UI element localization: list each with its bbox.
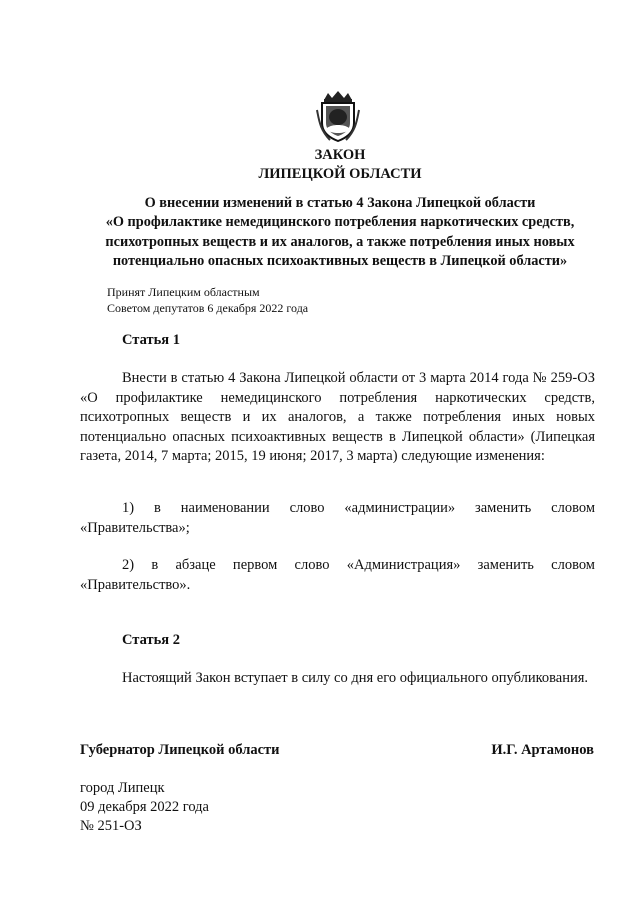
article1-intro: Внести в статью 4 Закона Липецкой области от 3 марта 2014 года № 259-ОЗ «О профилактике немедицинского потребления наркотических средств, психотропных веществ и их аналогов, а также потребления иных новых потенциально опасных психоактивных веществ в Липецкой области» (Липецкая газета, 2014, 7 марта; 2015, 19 июня; 2017, 3 марта) следующие изменения:	[80, 370, 595, 464]
signatory-position: Губернатор Липецкой области	[80, 742, 280, 758]
subject-line1: О внесении изменений в статью 4 Закона Липецкой области	[144, 195, 536, 211]
signatory-name: И.Г. Артамонов	[491, 742, 594, 758]
subject-line4: потенциально опасных психоактивных веществ в Липецкой области»	[112, 252, 568, 269]
adoption-line1: Принят Липецким областным	[107, 285, 260, 299]
footer-number: № 251-ОЗ	[80, 818, 142, 834]
article1-heading: Статья 1	[122, 332, 180, 348]
adoption-note	[107, 284, 308, 316]
article2-heading: Статья 2	[122, 632, 180, 648]
law-subject	[80, 194, 600, 271]
footer-date: 09 декабря 2022 года	[80, 799, 209, 815]
lipetsk-coat-of-arms-icon	[314, 90, 362, 142]
adoption-line2: Советом депутатов 6 декабря 2022 года	[107, 301, 309, 315]
subject-line2: «О профилактике немедицинского потребления наркотических средств,	[105, 214, 575, 231]
article1-item2: 2) в абзаце первом слово «Администрация» заменить словом «Правительство».	[80, 557, 595, 593]
law-title-line1: ЗАКОН	[314, 147, 366, 163]
law-title-line2: ЛИПЕЦКОЙ ОБЛАСТИ	[258, 166, 422, 182]
footer-city: город Липецк	[80, 780, 165, 796]
article1-item1: 1) в наименовании слово «администрации» заменить словом «Правительства»;	[80, 500, 595, 536]
article2-text: Настоящий Закон вступает в силу со дня его официального опубликования.	[122, 670, 589, 686]
subject-line3: психотропных веществ и их аналогов, а также потребления иных новых	[105, 233, 575, 250]
